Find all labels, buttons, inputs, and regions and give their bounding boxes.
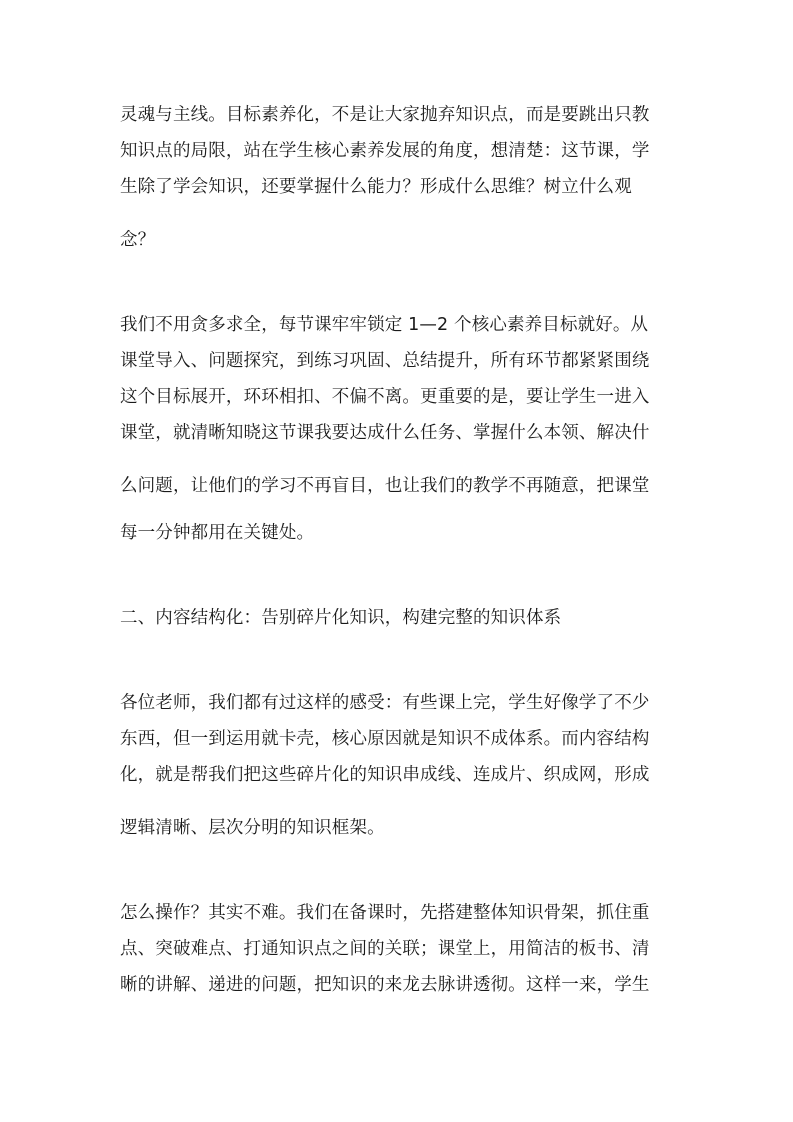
text-line: 化，就是帮我们把这些碎片化的知识串成线、连成片、织成网，形成 xyxy=(120,765,650,785)
text-line: 晰的讲解、递进的问题，把知识的来龙去脉讲透彻。这样一来，学生 xyxy=(120,975,650,995)
text-line: 东西，但一到运用就卡壳，核心原因就是知识不成体系。而内容结构 xyxy=(120,729,650,749)
text-line: 各位老师，我们都有过这样的感受：有些课上完，学生好像学了不少 xyxy=(120,693,650,713)
text-line: 这个目标展开，环环相扣、不偏不离。更重要的是，要让学生一进入 xyxy=(120,387,650,407)
text-line: 灵魂与主线。目标素养化，不是让大家抛弃知识点，而是要跳出只教 xyxy=(120,105,650,125)
text-line: 点、突破难点、打通知识点之间的关联；课堂上，用简洁的板书、清 xyxy=(120,939,650,959)
text-line: 怎么操作？其实不难。我们在备课时，先搭建整体知识骨架，抓住重 xyxy=(120,903,650,923)
text-line: 知识点的局限，站在学生核心素养发展的角度，想清楚：这节课，学 xyxy=(120,141,650,161)
text-line: 逻辑清晰、层次分明的知识框架。 xyxy=(120,818,385,838)
section-heading: 二、内容结构化：告别碎片化知识，构建完整的知识体系 xyxy=(120,608,562,628)
text-line: 么问题，让他们的学习不再盲目，也让我们的教学不再随意，把课堂 xyxy=(120,476,650,496)
text-line: 念？ xyxy=(120,230,156,250)
text-line: 生除了学会知识，还要掌握什么能力？形成什么思维？树立什么观 xyxy=(120,177,632,197)
text-line: 我们不用贪多求全，每节课牢牢锁定 1—2 个核心素养目标就好。从 xyxy=(120,315,649,335)
text-line: 课堂导入、问题探究，到练习巩固、总结提升，所有环节都紧紧围绕 xyxy=(120,351,650,371)
text-line: 每一分钟都用在关键处。 xyxy=(120,523,315,543)
text-line: 课堂，就清晰知晓这节课我要达成什么任务、掌握什么本领、解决什 xyxy=(120,423,650,443)
